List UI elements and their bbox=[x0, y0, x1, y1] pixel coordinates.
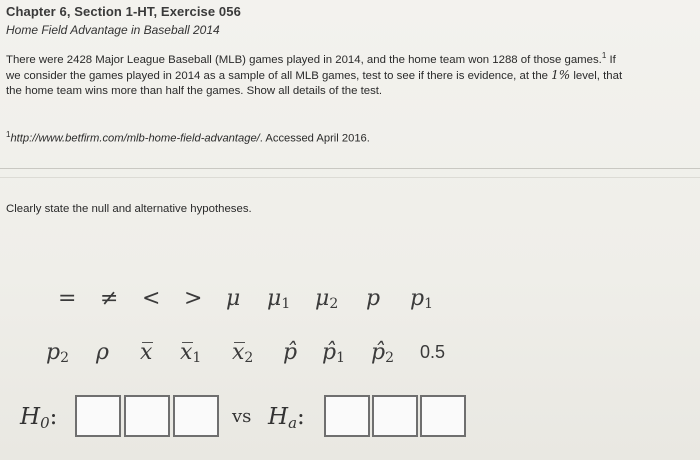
alt-hypothesis-box-2[interactable] bbox=[372, 395, 418, 437]
null-hypothesis-box-1[interactable] bbox=[75, 395, 121, 437]
problem-text: level, that bbox=[570, 70, 623, 82]
rho-symbol[interactable]: ρ bbox=[96, 340, 109, 365]
problem-text: If bbox=[606, 54, 616, 66]
footnote-number: 1 bbox=[6, 130, 11, 139]
divider bbox=[0, 177, 700, 178]
equals-symbol[interactable]: = bbox=[58, 286, 77, 311]
xbar-symbol[interactable]: x̅ bbox=[140, 340, 153, 365]
not-equals-symbol[interactable]: ≠ bbox=[100, 286, 119, 311]
null-hypothesis-box-3[interactable] bbox=[173, 395, 219, 437]
divider bbox=[0, 168, 700, 169]
exercise-title: Chapter 6, Section 1-HT, Exercise 056 bbox=[6, 4, 241, 19]
greater-than-symbol[interactable]: > bbox=[184, 286, 203, 311]
footnote-url: http://www.betfirm.com/mlb-home-field-advantage/ bbox=[10, 132, 260, 145]
mu-symbol[interactable]: μ bbox=[226, 286, 241, 311]
exercise-subtitle: Home Field Advantage in Baseball 2014 bbox=[6, 23, 220, 37]
half-value[interactable]: 0.5 bbox=[420, 342, 446, 362]
significance-level: 1% bbox=[551, 68, 571, 82]
problem-text: we consider the games played in 2014 as a sample of all MLB games, test to see if there is evidence, at the bbox=[6, 70, 552, 82]
problem-text: the home team wins more than half the games. Show all details of the test. bbox=[6, 85, 383, 97]
question-prompt: Clearly state the null and alternative hypotheses. bbox=[6, 203, 252, 215]
null-hypothesis-label: $H_0$: bbox=[20, 404, 58, 432]
alt-hypothesis-label: $H_a$: bbox=[268, 404, 305, 432]
p-symbol[interactable]: p bbox=[366, 286, 381, 311]
footnote bbox=[6, 130, 370, 145]
footnote-suffix: . Accessed April 2016. bbox=[259, 132, 370, 145]
problem-statement bbox=[6, 53, 696, 99]
phat2-symbol[interactable]: $p̂_2$ bbox=[371, 340, 395, 366]
versus-label: vs bbox=[232, 406, 252, 427]
alt-hypothesis-box-3[interactable] bbox=[420, 395, 466, 437]
xbar2-symbol[interactable]: $x̅_2$ bbox=[232, 340, 254, 366]
p1-symbol[interactable]: $p_1$ bbox=[410, 286, 434, 312]
phat1-symbol[interactable]: $p̂_1$ bbox=[322, 340, 346, 366]
alt-hypothesis-box-1[interactable] bbox=[324, 395, 370, 437]
footnote-marker: 1 bbox=[601, 51, 607, 61]
mu1-symbol[interactable]: $\mu_1$ bbox=[267, 286, 291, 312]
mu2-symbol[interactable]: $\mu_2$ bbox=[315, 286, 339, 312]
phat-symbol[interactable]: p̂ bbox=[283, 340, 298, 365]
p2-symbol[interactable]: $p_2$ bbox=[46, 340, 70, 366]
less-than-symbol[interactable]: < bbox=[142, 286, 161, 311]
problem-text: There were 2428 Major League Baseball (MLB) games played in 2014, and the home team won 1288 of those games. bbox=[6, 54, 602, 66]
xbar1-symbol[interactable]: $x̅_1$ bbox=[180, 340, 202, 366]
null-hypothesis-box-2[interactable] bbox=[124, 395, 170, 437]
